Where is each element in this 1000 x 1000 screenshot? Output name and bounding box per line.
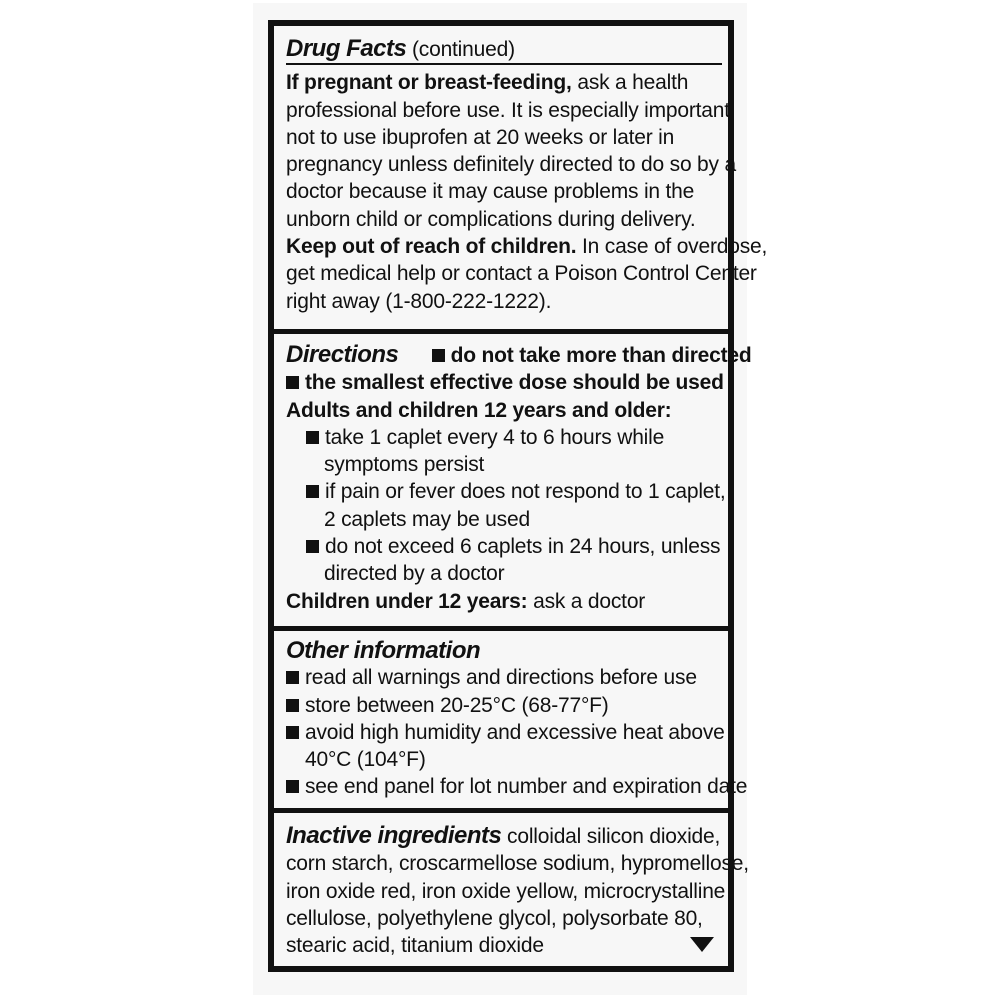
pregnancy-heading: If pregnant or breast-feeding,: [286, 71, 572, 95]
inactive-line: iron oxide red, iron oxide yellow, microcrystalline: [286, 879, 726, 903]
square-bullet-icon: [432, 349, 445, 362]
adult-direction: take 1 caplet every 4 to 6 hours while: [325, 425, 665, 449]
inactive-line: corn starch, croscarmellose sodium, hypromellose,: [286, 852, 749, 876]
pregnancy-line: not to use ibuprofen at 20 weeks or later in: [286, 125, 675, 149]
section-divider: [274, 329, 728, 334]
warnings-section: [274, 35, 768, 315]
square-bullet-icon: [306, 540, 319, 553]
keep-out-heading: Keep out of reach of children.: [286, 235, 577, 259]
inactive-line: cellulose, polyethylene glycol, polysorbate 80,: [286, 906, 703, 930]
inactive-line: stearic acid, titanium dioxide: [286, 934, 544, 958]
other-info-item: store between 20-25°C (68-77°F): [305, 693, 609, 717]
children-text: ask a doctor: [533, 589, 646, 613]
panel-header: [286, 35, 720, 63]
square-bullet-icon: [306, 431, 319, 444]
adult-direction-cont: 2 caplets may be used: [324, 507, 530, 531]
keep-out-line: get medical help or contact a Poison Control Center: [286, 262, 757, 286]
pregnancy-line: pregnancy unless definitely directed to do so by a: [286, 153, 736, 177]
pregnancy-line: [286, 69, 720, 96]
keep-out-line: [286, 233, 768, 260]
square-bullet-icon: [286, 780, 299, 793]
other-info-title: Other information: [286, 637, 481, 664]
directions-bullet: do not take more than directed: [450, 344, 752, 367]
pregnancy-line: doctor because it may cause problems in the: [286, 180, 695, 204]
adult-direction: if pain or fever does not respond to 1 caplet,: [325, 480, 726, 504]
inactive-line: [286, 822, 720, 850]
other-info-item-cont: 40°C (104°F): [305, 748, 426, 772]
directions-section: [274, 341, 752, 615]
adult-direction-cont: symptoms persist: [324, 453, 485, 477]
children-line: [286, 588, 720, 615]
drug-facts-title: Drug Facts: [286, 35, 407, 62]
keep-out-text: In case of overdose,: [582, 235, 768, 259]
continued-label: (continued): [412, 38, 515, 61]
pregnancy-line: unborn child or complications during delivery.: [286, 207, 696, 231]
directions-title: Directions: [286, 341, 399, 368]
other-info-item: read all warnings and directions before use: [305, 666, 697, 690]
square-bullet-icon: [286, 699, 299, 712]
square-bullet-icon: [286, 726, 299, 739]
keep-out-line: right away (1-800-222-1222).: [286, 289, 552, 313]
other-info-item: see end panel for lot number and expiration date: [305, 775, 748, 799]
other-info-section: [274, 637, 748, 801]
inactive-title: Inactive ingredients: [286, 822, 502, 849]
pregnancy-text: ask a health: [577, 71, 689, 95]
header-rule: [286, 63, 722, 65]
drug-facts-panel: [268, 20, 768, 972]
inactive-section: [274, 822, 749, 959]
adult-direction-cont: directed by a doctor: [324, 562, 505, 586]
square-bullet-icon: [286, 671, 299, 684]
inactive-text: colloidal silicon dioxide,: [507, 825, 721, 848]
section-divider: [274, 808, 728, 813]
pregnancy-line: professional before use. It is especially important: [286, 98, 730, 122]
section-divider: [274, 626, 728, 631]
directions-bullet: the smallest effective dose should be used: [305, 371, 724, 395]
adults-heading: Adults and children 12 years and older:: [286, 398, 672, 422]
other-info-item: avoid high humidity and excessive heat above: [305, 720, 725, 744]
directions-header: [286, 341, 752, 369]
square-bullet-icon: [306, 485, 319, 498]
triangle-down-icon: [690, 937, 714, 952]
square-bullet-icon: [286, 376, 299, 389]
adult-direction: do not exceed 6 caplets in 24 hours, unless: [325, 535, 721, 559]
children-heading: Children under 12 years:: [286, 589, 528, 613]
